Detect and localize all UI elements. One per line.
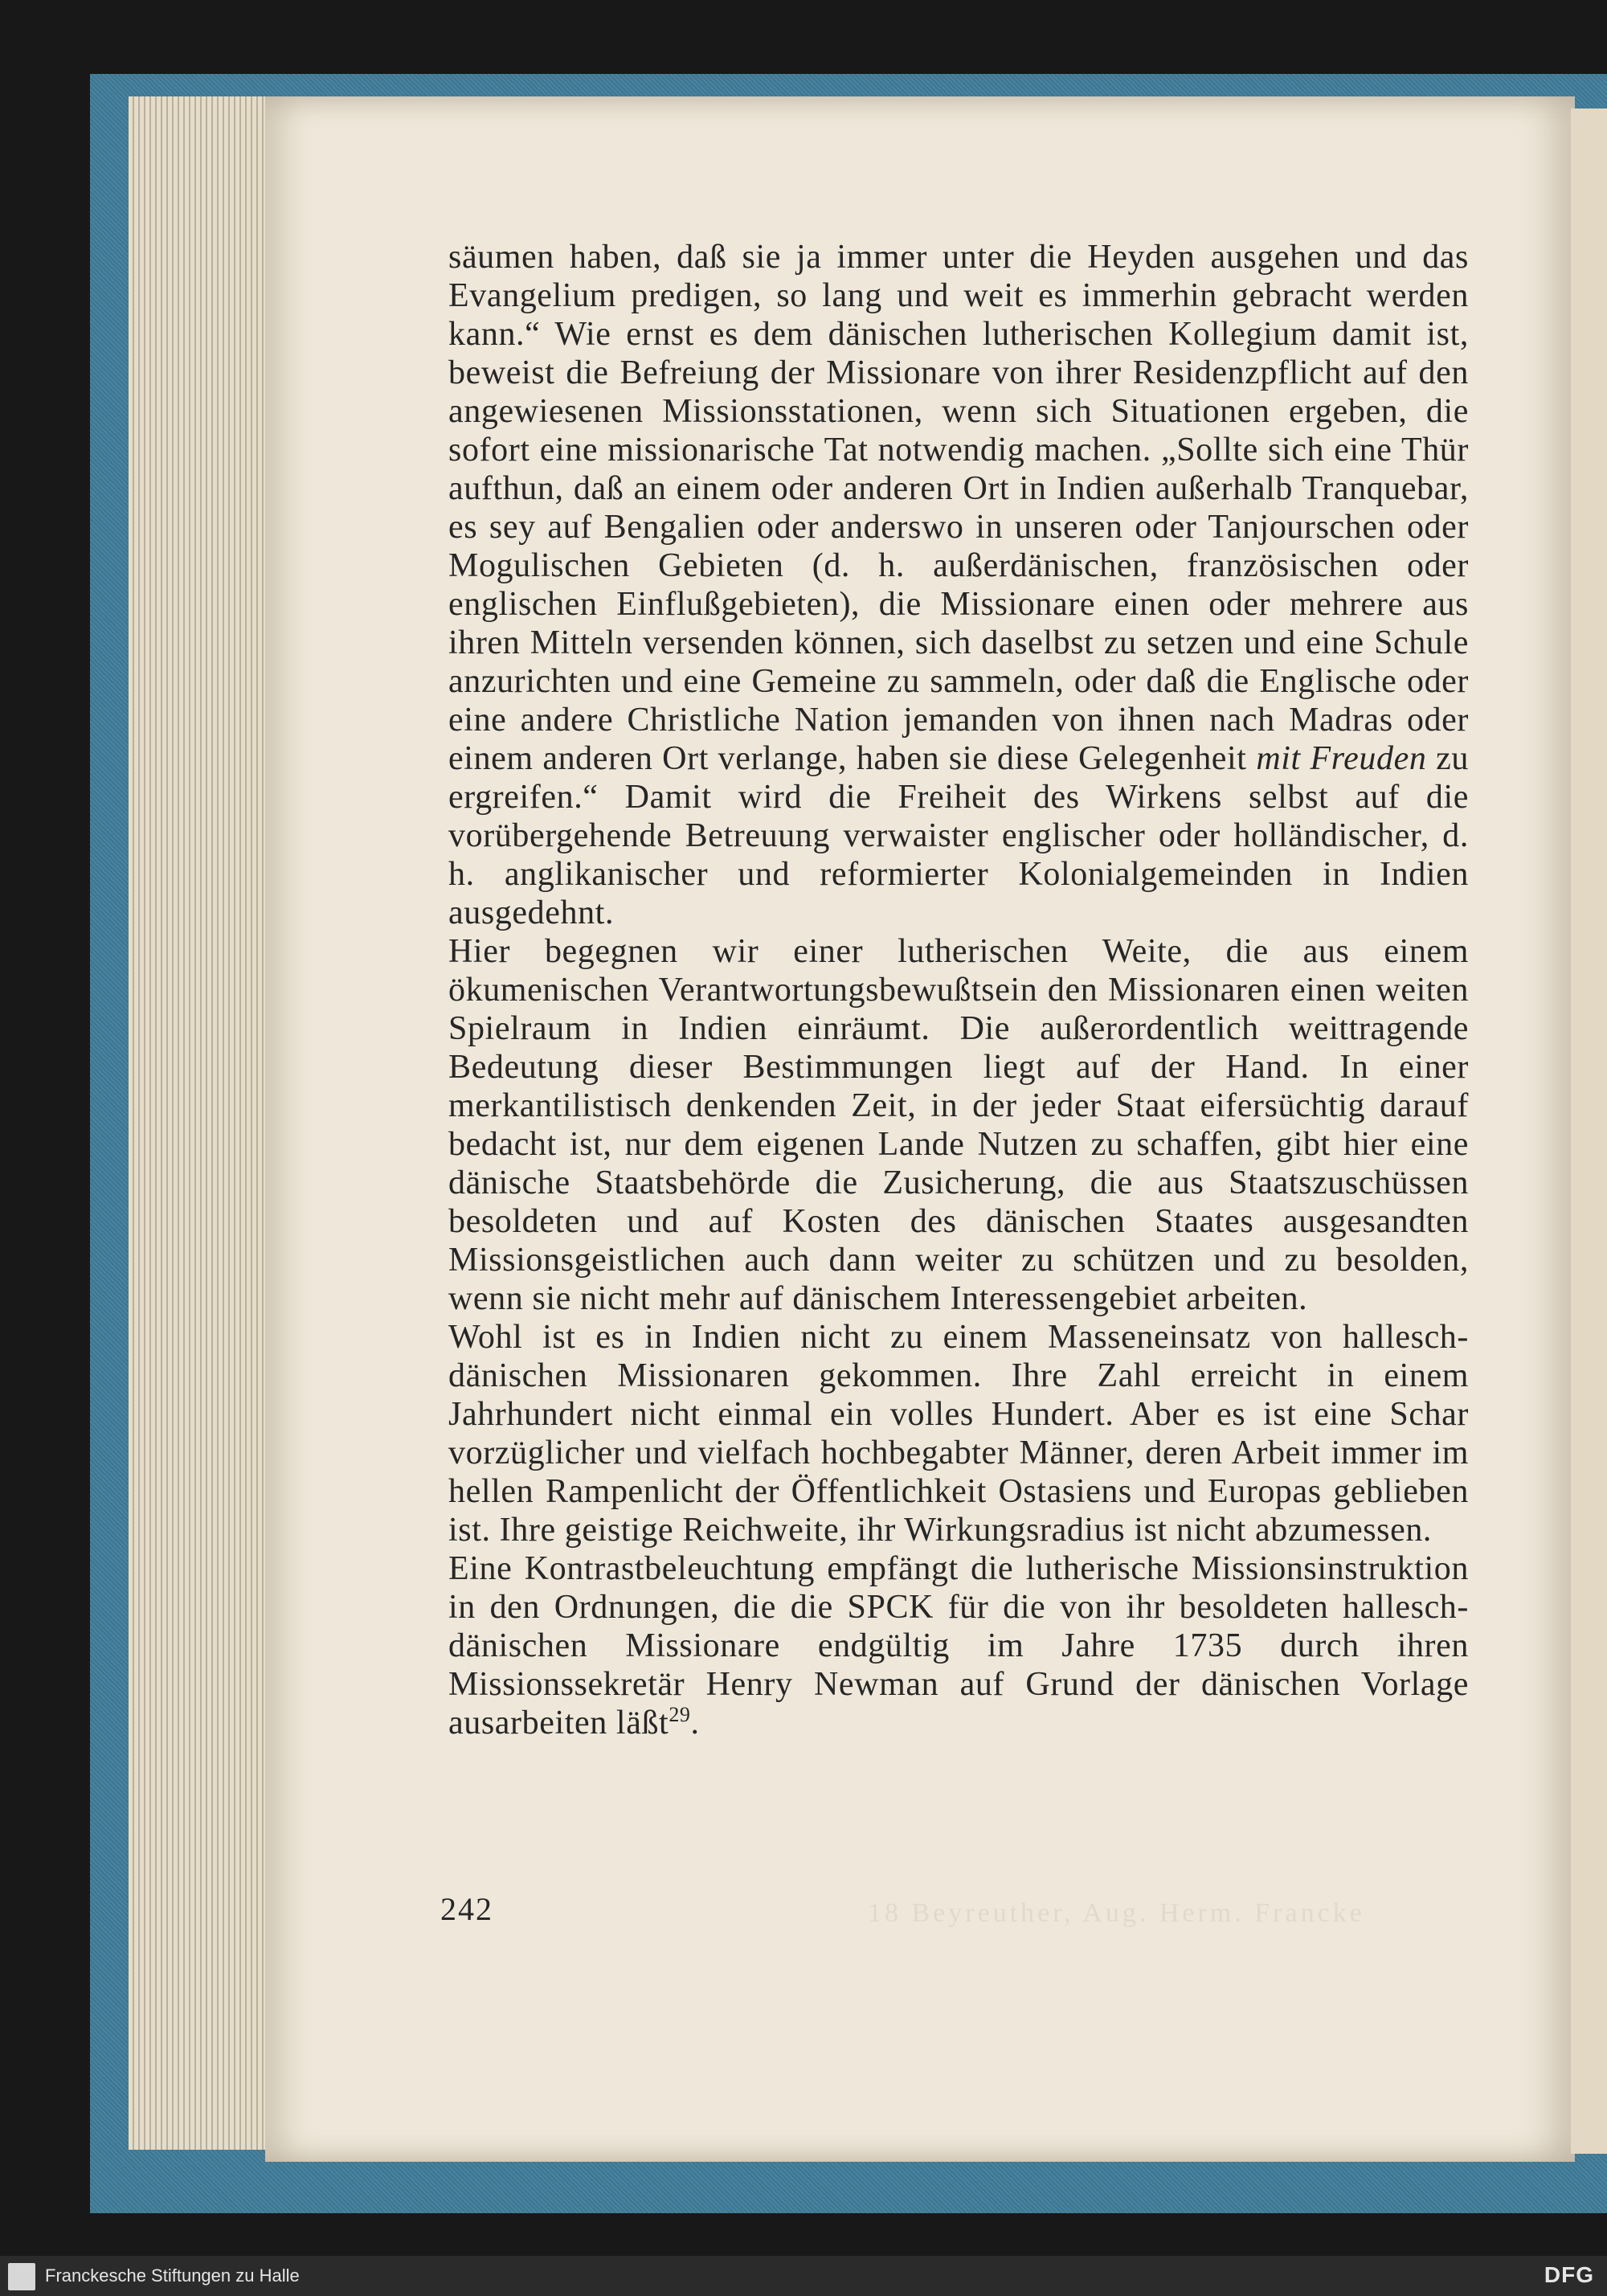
institution-name: Franckesche Stiftungen zu Halle — [45, 2265, 300, 2286]
paragraph — [448, 1318, 1469, 1549]
paragraph-text: Eine Kontrastbeleuchtung empfängt die lutherische Missionsinstruktion in den Ordnungen, die die SPCK für die von ihr besoldeten hallesch-dänischen Missionare endgültig im Jahre 1735 durch ihren Missionssekretär Henry Newman auf Grund der dänischen Vorlage ausarbeiten läßt — [448, 1550, 1469, 1741]
italic-text: mit Freuden — [1256, 740, 1427, 777]
paragraph — [448, 932, 1469, 1318]
paragraph-text: Hier begegnen wir einer lutherischen Weite, die aus einem ökumenischen Verantwortungsbewußtsein den Missionaren einen weiten Spielraum in Indien einräumt. Die außerordentlich weittragende Bedeutung dieser Bestimmungen liegt auf der Hand. In einer merkantilistisch denkenden Zeit, in der jeder Staat eifersüchtig darauf bedacht ist, nur dem eigenen Lande Nutzen zu schaffen, gibt hier eine dänische Staatsbehörde die Zusicherung, die aus Staatszuschüssen besoldeten und auf Kosten des dänischen Staates ausgesandten Missionsgeistlichen auch dann weiter zu schützen und zu besolden, wenn sie nicht mehr auf dänischem Interessengebiet arbeiten. — [448, 933, 1469, 1317]
viewer-footer — [0, 2256, 1607, 2296]
show-through-text: 18 Beyreuther, Aug. Herm. Francke — [868, 1898, 1365, 1928]
paragraph-text: zu ergreifen.“ Damit wird die Freiheit des Wirkens selbst auf die vorübergehende Betreuung verwaister englischer oder holländischer, d. h. anglikanischer und reformierter Kolonialgemeinden in Indien ausgedehnt. — [448, 740, 1469, 931]
paragraph — [448, 238, 1469, 932]
body-text — [448, 238, 1469, 1742]
institution-logo — [8, 2263, 35, 2290]
paragraph-text: Wohl ist es in Indien nicht zu einem Masseneinsatz von hallesch-dänischen Missionaren gekommen. Ihre Zahl erreicht in einem Jahrhundert nicht einmal ein volles Hundert. Aber es ist eine Schar vorzüglicher und vielfach hochbegabter Männer, deren Arbeit immer im hellen Rampenlicht der Öffentlichkeit Ostasiens und Europas geblieben ist. Ihre geistige Reichweite, ihr Wirkungsradius ist nicht abzumessen. — [448, 1319, 1469, 1549]
page-number: 242 — [440, 1891, 493, 1927]
paragraph-text: säumen haben, daß sie ja immer unter die Heyden ausgehen und das Evangelium predigen, so lang und weit es immerhin gebracht werden kann.“ Wie ernst es dem dänischen lutherischen Kollegium damit ist, beweist die Befreiung der Missionare von ihrer Residenzpflicht auf den angewiesenen Missionsstationen, wenn sich Situationen ergeben, die sofort eine missionarische Tat notwendig machen. „Sollte sich eine Thür aufthun, daß an einem oder anderen Ort in Indien außerhalb Tranquebar, es sey auf Bengalien oder anderswo in unseren oder Tanjourschen oder Mogulischen Gebieten (d. h. außerdänischen, französischen oder englischen Einflußgebieten), die Missionare einen oder mehrere aus ihren Mitteln versenden können, sich daselbst zu setzen und eine Schule anzurichten und eine Gemeine zu sammeln, oder daß die Englische oder eine andere Christliche Nation jemanden von ihnen nach Madras oder einem anderen Ort verlange, haben sie diese Gelegenheit — [448, 239, 1469, 777]
paragraph-text: . — [690, 1705, 700, 1741]
funder-logo: DFG — [1544, 2262, 1594, 2287]
next-page-edge — [1571, 108, 1607, 2154]
footnote-reference: 29 — [669, 1703, 691, 1726]
paragraph — [448, 1549, 1469, 1742]
